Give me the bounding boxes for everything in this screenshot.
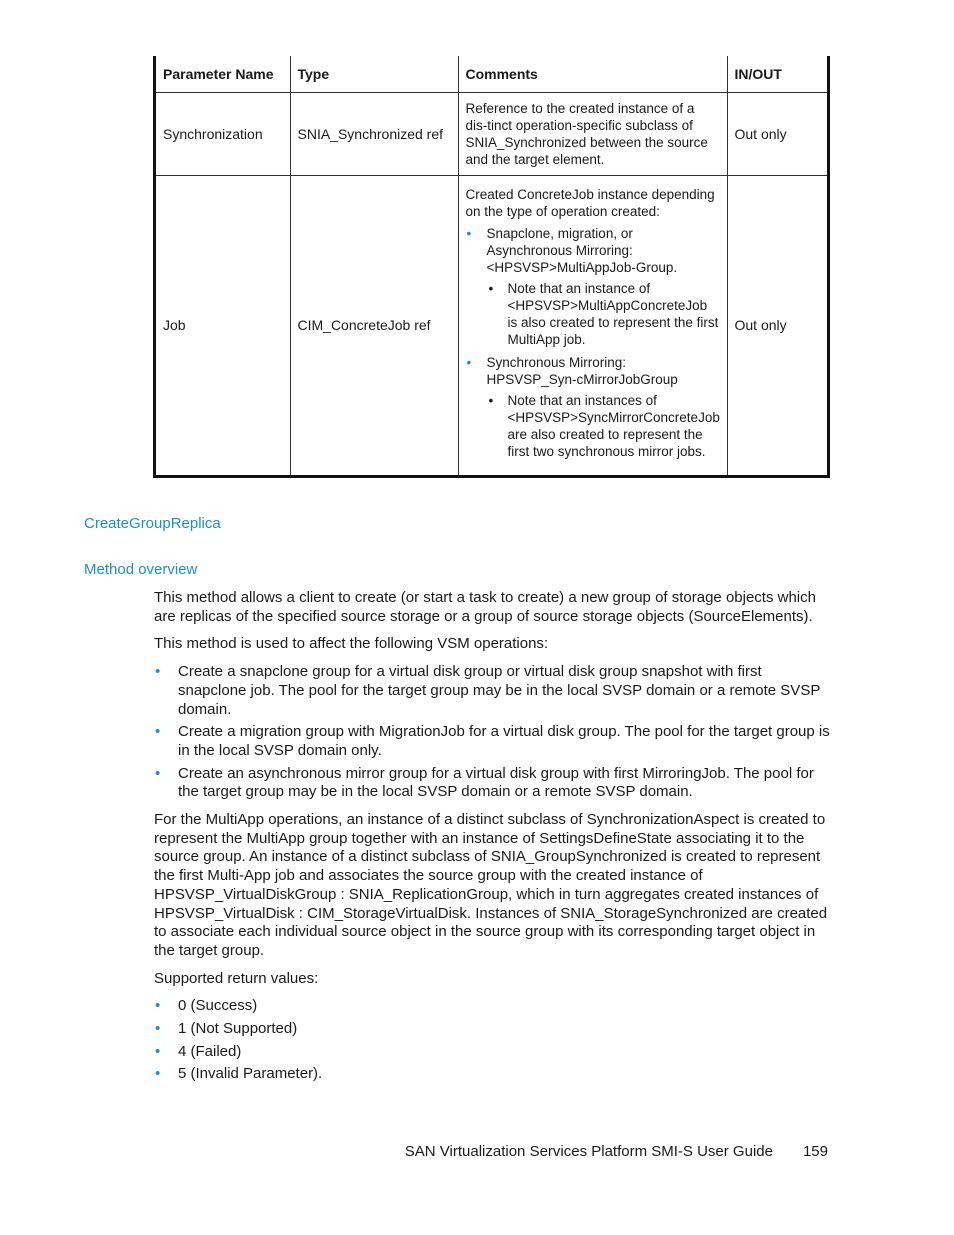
header-type: Type [290, 56, 458, 93]
list-item [466, 354, 720, 460]
parameter-table [156, 56, 827, 475]
subsection-title: Method overview [84, 561, 198, 578]
return-values-list [154, 997, 830, 1084]
comment-bullet-list [466, 225, 720, 460]
list-item: • Note that an instances of <HPSVSP>SyncMirrorConcreteJob are also created to represent the first two synchronous mirror jobs. [487, 392, 720, 460]
body-content [154, 589, 830, 1093]
cell-in-out: Out only [727, 176, 827, 476]
list-item: • Create an asynchronous mirror group for a virtual disk group with first MirroringJob. The pool for the target group may be in the local SVSP domain or a remote SVSP domain. [154, 765, 830, 802]
page-number: 159 [802, 1143, 828, 1160]
table-header-row [156, 56, 827, 93]
cell-comments [458, 176, 727, 476]
section-title: CreateGroupReplica [84, 515, 221, 532]
parameter-table-frame [153, 56, 830, 478]
sub-bullet-list [487, 392, 720, 460]
list-item: • 4 (Failed) [154, 1043, 830, 1062]
cell-in-out: Out only [727, 93, 827, 176]
table-row [156, 93, 827, 176]
cell-comments: Reference to the created instance of a dis-tinct operation-specific subclass of SNIA_Synchronized between the source and the target element. [458, 93, 727, 176]
sub-bullet-list [487, 280, 720, 348]
cell-type: CIM_ConcreteJob ref [290, 176, 458, 476]
bullet-text: Synchronous Mirroring: HPSVSP_Syn-cMirrorJobGroup [486, 354, 678, 387]
list-item: • 1 (Not Supported) [154, 1020, 830, 1039]
list-item: • Create a migration group with MigrationJob for a virtual disk group. The pool for the target group is in the local SVSP domain only. [154, 723, 830, 760]
header-parameter-name: Parameter Name [156, 56, 290, 93]
footer-title: SAN Virtualization Services Platform SMI-S User Guide [404, 1143, 773, 1160]
list-item: • 5 (Invalid Parameter). [154, 1065, 830, 1084]
header-comments: Comments [458, 56, 727, 93]
table-row [156, 176, 827, 476]
operations-list [154, 663, 830, 802]
paragraph: Supported return values: [154, 969, 319, 987]
list-item [466, 225, 720, 348]
paragraph: For the MultiApp operations, an instance of a distinct subclass of SynchronizationAspect is created to represent the MultiApp group together with an instance of SettingsDefineState associating it to the source group. An instance of a distinct subclass of SNIA_GroupSynchronized is created to represent the first Multi-App job and associates the source group with the created instance of HPSVSP_VirtualDiskGroup : SNIA_ReplicationGroup, which in turn aggregates created instances of HPSVSP_VirtualDisk : CIM_StorageVirtualDisk. Instances of SNIA_StorageSynchronized are created to associate each individual source object in the source group with its corresponding target object in the target group. [154, 811, 828, 959]
cell-type: SNIA_Synchronized ref [290, 93, 458, 176]
cell-parameter-name: Synchronization [156, 93, 290, 176]
list-item: • Note that an instance of <HPSVSP>MultiAppConcreteJob is also created to represent the first MultiApp job. [487, 280, 720, 348]
comment-intro: Created ConcreteJob instance depending on the type of operation created: [465, 186, 715, 219]
list-item: • Create a snapclone group for a virtual disk group or virtual disk group snapshot with first snapclone job. The pool for the target group may be in the local SVSP domain or a remote SVSP domain. [154, 663, 830, 719]
header-in-out: IN/OUT [727, 56, 827, 93]
cell-parameter-name: Job [156, 176, 290, 476]
page-footer [405, 1143, 828, 1160]
paragraph: This method is used to affect the following VSM operations: [154, 635, 549, 653]
list-item: • 0 (Success) [154, 997, 830, 1016]
bullet-text: Snapclone, migration, or Asynchronous Mirroring: <HPSVSP>MultiAppJob-Group. [486, 225, 678, 275]
paragraph: This method allows a client to create (or start a task to create) a new group of storage objects which are replicas of the specified source storage or a group of source storage objects (SourceElements). [154, 589, 816, 625]
